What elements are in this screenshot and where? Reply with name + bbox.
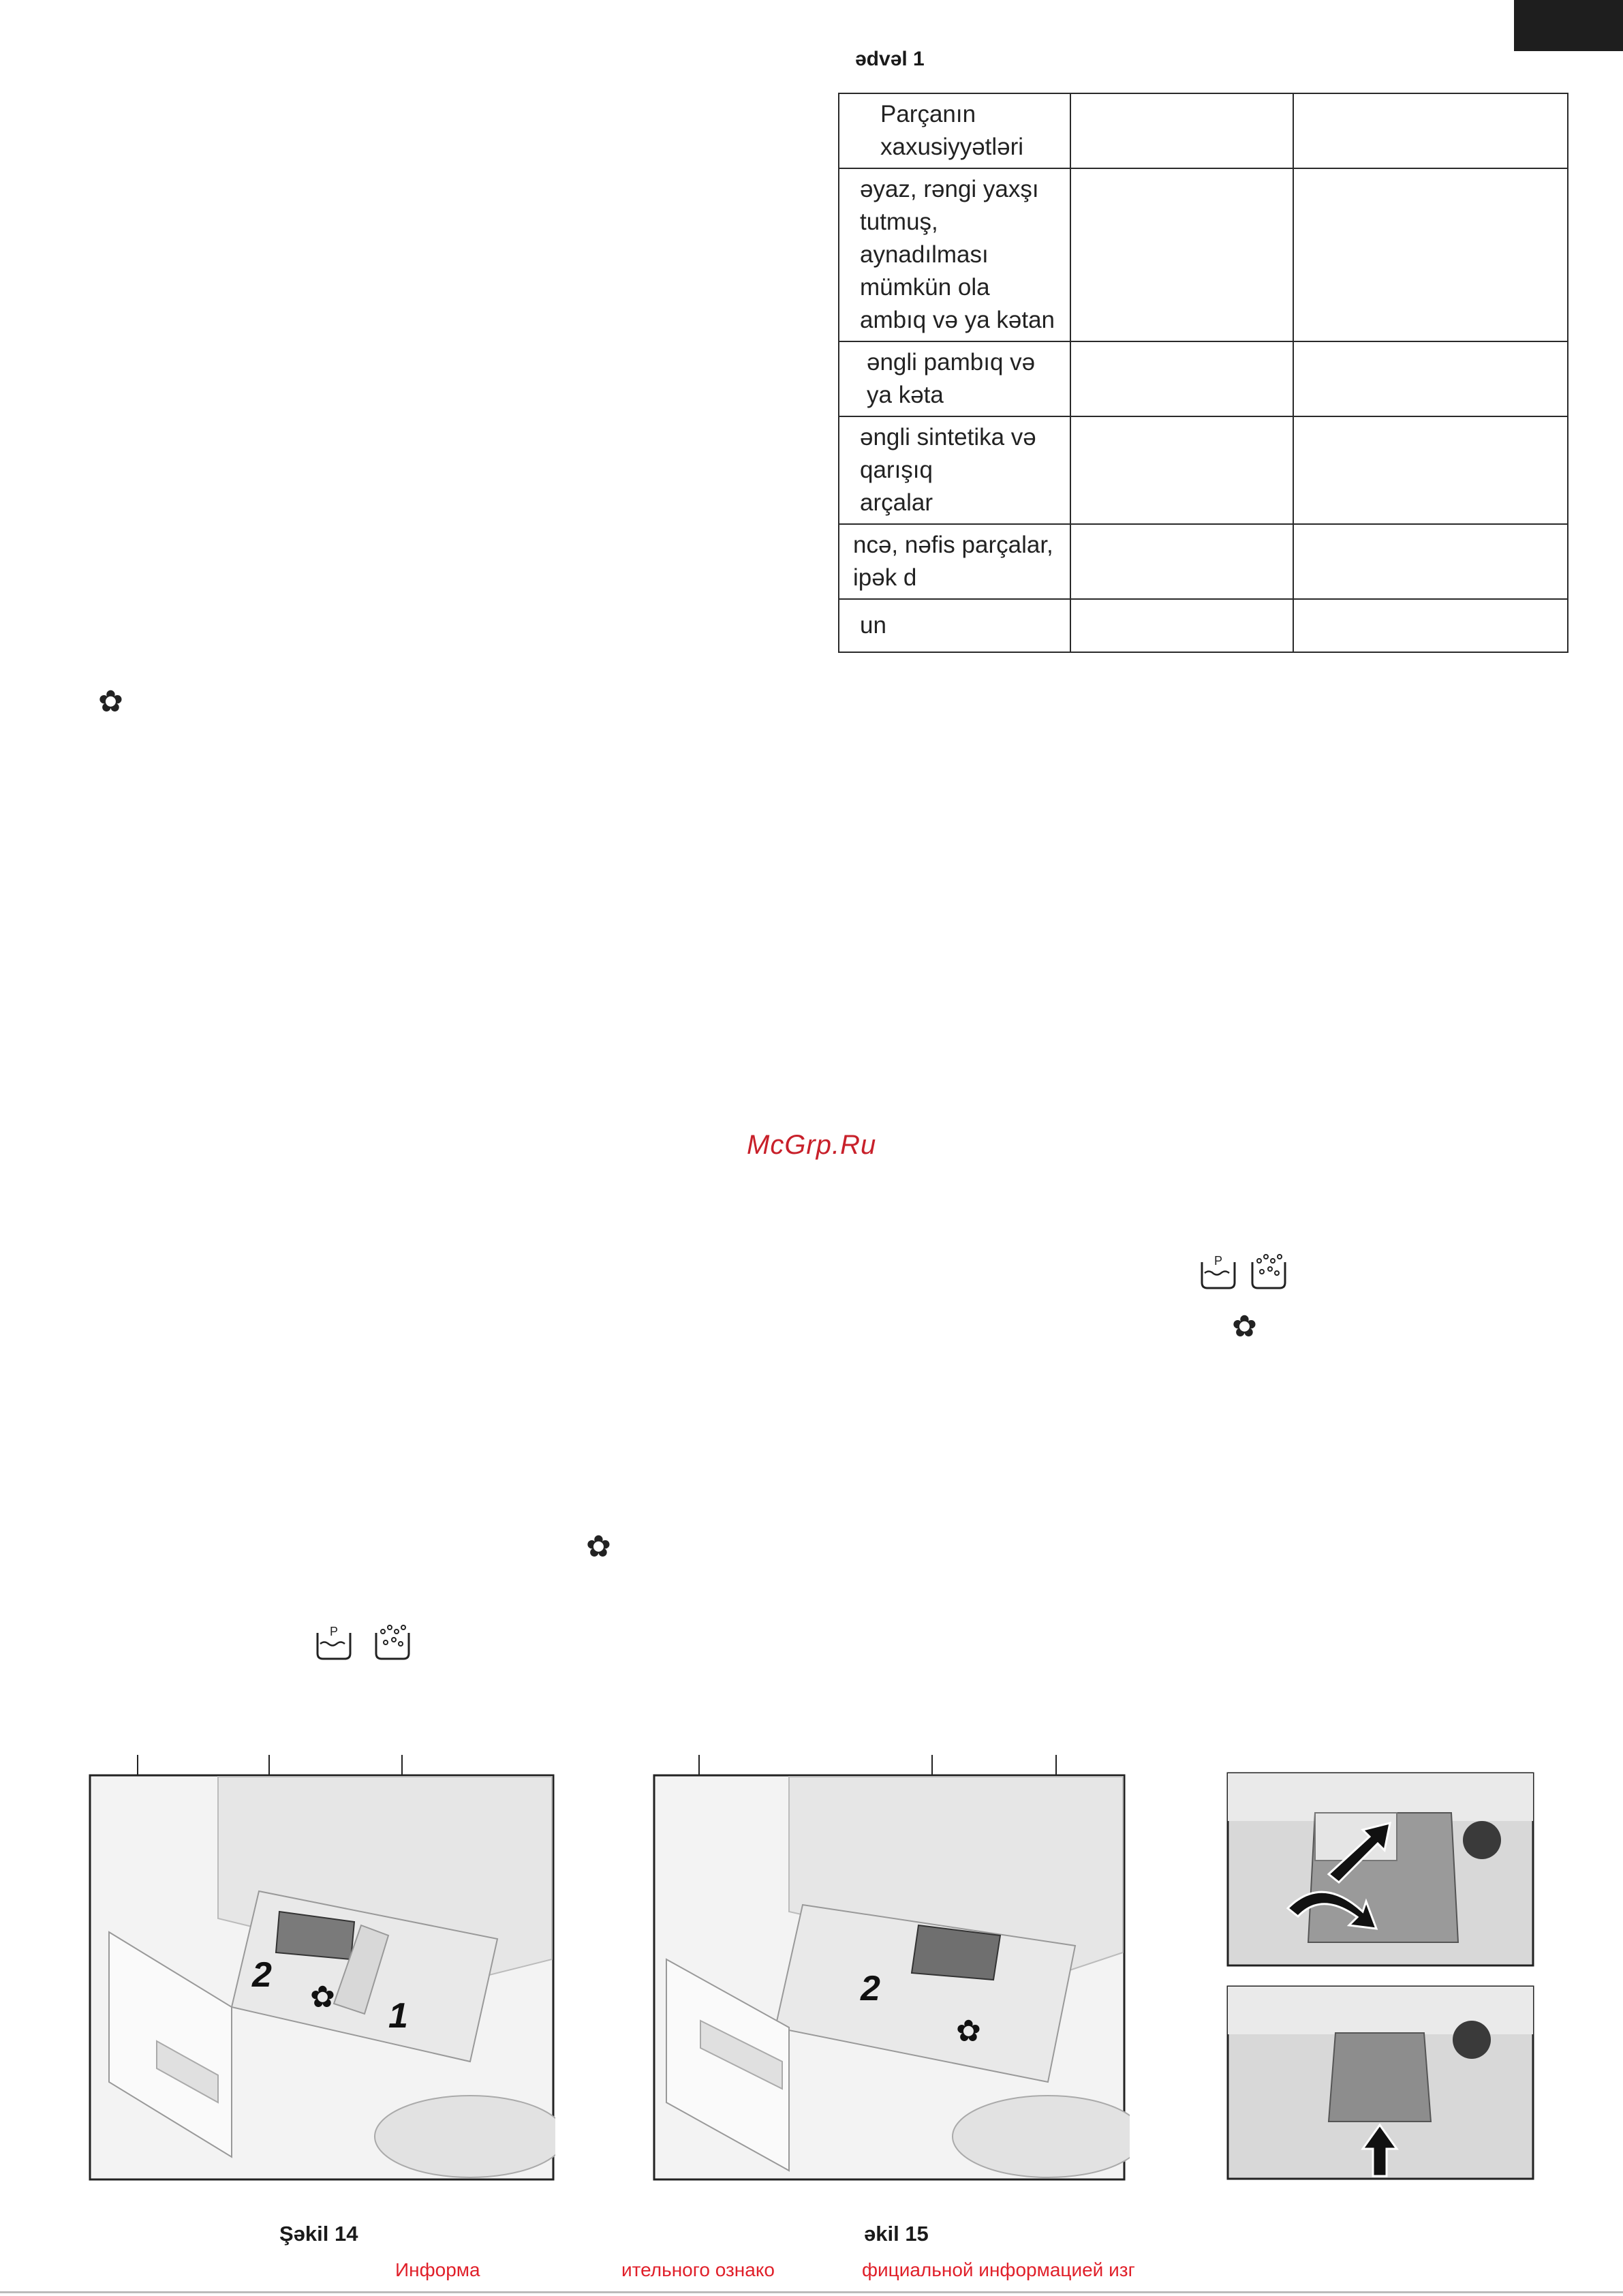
flower-softener-icon: ✿ xyxy=(586,1530,611,1563)
table-row xyxy=(839,524,1568,599)
flower-softener-icon: ✿ xyxy=(98,685,123,718)
table-cell-empty xyxy=(1293,168,1568,341)
compartment-2-label: 2 xyxy=(861,1969,880,2008)
table-cell-empty xyxy=(1293,93,1568,168)
figure-14-caption: Şəkil 14 xyxy=(279,2222,358,2246)
siphon-cap xyxy=(912,1925,1000,1980)
machine-knob xyxy=(1453,2021,1491,2059)
mainwash-tub-icon xyxy=(1252,1255,1285,1288)
table-cell-empty xyxy=(1070,524,1293,599)
table-cell: əyaz, rəngi yaxşı tutmuş, aynadılması mümkün ola ambıq və ya kətan xyxy=(839,168,1070,341)
table-cell-empty xyxy=(1293,341,1568,416)
figure-14-detergent-drawer xyxy=(89,1755,555,2181)
footer-text-2: ительного ознако xyxy=(621,2259,775,2280)
table-cell-empty xyxy=(1070,93,1293,168)
table-cell: un xyxy=(839,599,1070,652)
table-cell-empty xyxy=(1293,599,1568,652)
machine-knob xyxy=(1463,1821,1501,1859)
figure-15-caption: əkil 15 xyxy=(864,2222,929,2246)
page-tab-marker xyxy=(1514,0,1623,51)
prewash-tub-icon xyxy=(318,1625,350,1659)
fabric-table xyxy=(838,93,1568,653)
machine-base xyxy=(375,2096,555,2177)
table-row xyxy=(839,93,1568,168)
flower-softener-icon: ✿ xyxy=(956,2015,981,2048)
table-row xyxy=(839,599,1568,652)
prewash-letter: P xyxy=(330,1625,339,1638)
wash-symbols-group xyxy=(315,1622,410,1663)
machine-base xyxy=(953,2096,1130,2177)
photo-background xyxy=(1228,1987,1533,2034)
bottom-rule xyxy=(0,2291,1623,2293)
table-cell-empty xyxy=(1293,416,1568,524)
siphon-flap xyxy=(1329,2033,1431,2122)
watermark: McGrp.Ru xyxy=(747,1130,877,1160)
table-row xyxy=(839,341,1568,416)
flower-softener-icon: ✿ xyxy=(1232,1310,1257,1343)
table-cell: Parçanın xaxusiyyətləri xyxy=(839,93,1070,168)
table-title: ədvəl 1 xyxy=(855,48,925,70)
footer-text-1: Информа xyxy=(395,2259,480,2280)
photo-siphon-flap-open xyxy=(1226,1772,1534,1967)
table-cell-empty xyxy=(1070,341,1293,416)
compartment-1-label: 1 xyxy=(388,1996,408,2036)
table-cell-empty xyxy=(1070,168,1293,341)
table-cell-empty xyxy=(1070,416,1293,524)
footer-text-3: фициальной информацией изг xyxy=(862,2259,1135,2280)
prewash-letter: P xyxy=(1214,1254,1223,1268)
table-cell-empty xyxy=(1293,524,1568,599)
table-cell: əngli sintetika və qarışıq arçalar xyxy=(839,416,1070,524)
table-row xyxy=(839,416,1568,524)
photo-siphon-flap-closed xyxy=(1226,1985,1534,2180)
flower-softener-icon: ✿ xyxy=(310,1980,335,2014)
figure-15-detergent-drawer xyxy=(653,1755,1130,2181)
compartment-2-label: 2 xyxy=(252,1955,272,1995)
table-cell: əngli pambıq və ya kəta xyxy=(839,341,1070,416)
prewash-tub-icon xyxy=(1202,1254,1235,1288)
table-row xyxy=(839,168,1568,341)
table-cell-empty xyxy=(1070,599,1293,652)
table-cell: ncə, nəfis parçalar, ipək d xyxy=(839,524,1070,599)
mainwash-tub-icon xyxy=(376,1625,409,1659)
wash-symbols-group xyxy=(1199,1251,1295,1292)
